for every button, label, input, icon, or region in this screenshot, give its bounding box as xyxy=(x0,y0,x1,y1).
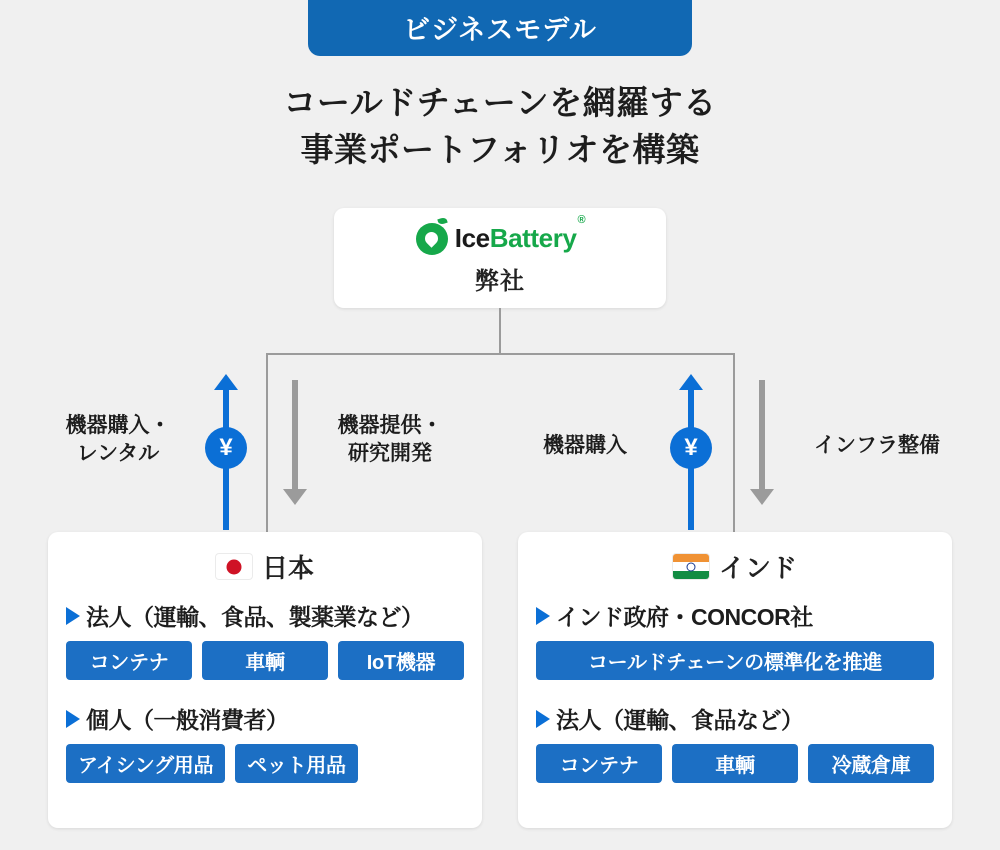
panel-india-title xyxy=(536,548,934,585)
logo-battery-text: Battery xyxy=(489,223,577,253)
group-japan-corporate-heading xyxy=(66,599,464,632)
arrow-india-infra xyxy=(750,380,774,505)
flag-japan-icon xyxy=(216,554,252,579)
tags-india-corporate xyxy=(536,744,934,783)
water-drop-icon xyxy=(416,223,448,255)
triangle-bullet-icon xyxy=(66,710,80,728)
section-badge: ビジネスモデル xyxy=(308,0,692,56)
flow-label-japan-purchase xyxy=(38,412,198,469)
page-title-line2: 事業ポートフォリオを構築 xyxy=(300,130,700,168)
panel-japan-title-text: 日本 xyxy=(261,553,314,583)
group-japan-individual-heading xyxy=(66,702,464,735)
group-india-government xyxy=(536,599,934,680)
registered-trademark-icon: ® xyxy=(577,214,586,226)
flow-label-japan-purchase-line2: レンタル xyxy=(76,442,160,466)
flow-label-japan-purchase-line1: 機器購入・ xyxy=(65,414,171,437)
tags-japan-individual xyxy=(66,744,464,783)
tag-item: IoT機器 xyxy=(338,641,464,680)
page-title-line1: コールドチェーンを網羅する xyxy=(283,84,717,121)
panel-india-title-text: インド xyxy=(718,553,797,583)
tags-india-government xyxy=(536,641,934,680)
company-node xyxy=(334,208,666,308)
triangle-bullet-icon xyxy=(66,607,80,625)
tag-item: ペット用品 xyxy=(235,744,358,783)
logo-ice-text: Ice xyxy=(454,223,490,253)
triangle-bullet-icon xyxy=(536,607,550,625)
group-india-corporate-heading xyxy=(536,702,934,735)
tags-japan-corporate xyxy=(66,641,464,680)
group-japan-corporate xyxy=(66,599,464,680)
flow-label-japan-provide-line1: 機器提供・ xyxy=(337,414,443,437)
flow-label-japan-provide-line2: 研究開発 xyxy=(348,442,432,466)
tag-item: 冷蔵倉庫 xyxy=(808,744,934,783)
tag-item: 車輌 xyxy=(202,641,328,680)
flow-label-japan-provide xyxy=(310,412,470,469)
flow-label-india-infra xyxy=(782,432,972,460)
flow-label-india-purchase xyxy=(510,432,660,460)
tag-item: コンテナ xyxy=(536,744,662,783)
tag-item: アイシング用品 xyxy=(66,744,225,783)
group-india-corporate xyxy=(536,702,934,783)
connector-crossbar xyxy=(266,353,734,355)
tag-item: コールドチェーンの標準化を推進 xyxy=(536,641,934,680)
connector-left-branch xyxy=(266,353,268,533)
group-japan-individual xyxy=(66,702,464,783)
connector-right-branch xyxy=(733,353,735,533)
yen-badge-india: ¥ xyxy=(670,427,712,469)
tag-item: 車輌 xyxy=(672,744,798,783)
icebattery-logo xyxy=(416,214,586,257)
group-japan-corporate-heading-text: 法人（運輸、食品、製薬業など） xyxy=(86,604,424,630)
panel-india xyxy=(518,532,952,828)
flow-label-india-purchase-line1: 機器購入 xyxy=(543,434,627,457)
logo-wordmark xyxy=(454,214,586,254)
page-title xyxy=(0,80,1000,174)
group-india-government-heading-text: インド政府・CONCOR社 xyxy=(556,604,813,630)
group-india-government-heading xyxy=(536,599,934,632)
triangle-bullet-icon xyxy=(536,710,550,728)
panel-japan-title xyxy=(66,548,464,585)
company-label: 弊社 xyxy=(475,267,525,295)
arrow-japan-provide xyxy=(283,380,307,505)
connector-trunk xyxy=(499,308,501,354)
group-japan-individual-heading-text: 個人（一般消費者） xyxy=(86,707,289,733)
group-india-corporate-heading-text: 法人（運輸、食品など） xyxy=(556,707,804,733)
yen-badge-japan: ¥ xyxy=(205,427,247,469)
panel-japan xyxy=(48,532,482,828)
flag-india-icon xyxy=(673,554,709,579)
flow-label-india-infra-line1: インフラ整備 xyxy=(814,434,940,457)
tag-item: コンテナ xyxy=(66,641,192,680)
